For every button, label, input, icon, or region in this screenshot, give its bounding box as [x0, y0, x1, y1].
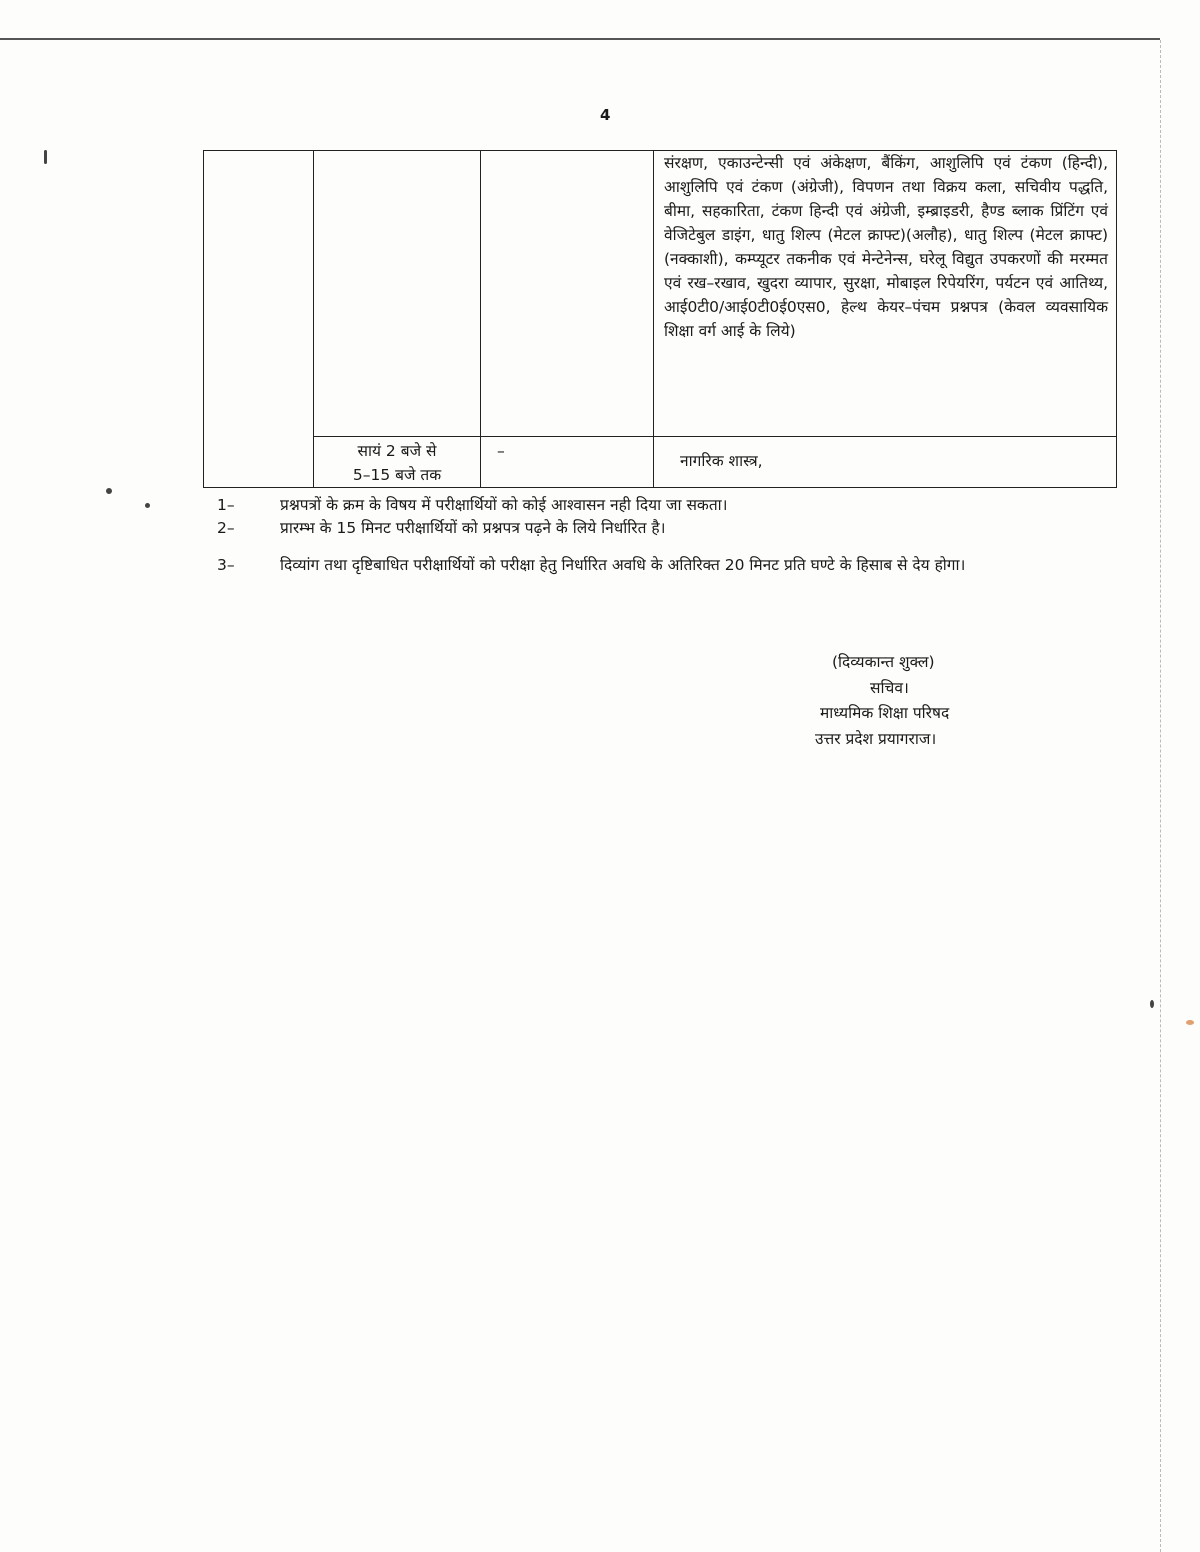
subjects-cell: संरक्षण, एकाउन्टेन्सी एवं अंकेक्षण, बैंकिंग, आशुलिपि एवं टंकण (हिन्दी), आशुलिपि एवं टंकण (अंग्रेजी), विपणन तथा विक्रय कला, सचिवीय पद्धति, बीमा, सहकारिता, टंकण हिन्दी एवं अंग्रेजी, इम्ब्राइडरी, हैण्ड ब्लाक प्रिंटिंग एवं वेजिटेबुल डाइंग, धातु शिल्प (मेटल क्राफ्ट)(अलौह), धातु शिल्प (मेटल क्राफ्ट)(नक्काशी), कम्प्यूटर तकनीक एवं मेन्टेनेन्स, घरेलू विद्युत उपकरणों की मरम्मत एवं रख–रखाव, खुदरा व्यापार, सुरक्षा, मोबाइल रिपेयरिंग, पर्यटन एवं आतिथ्य, आई0टी0/आई0टी0ई0एस0, हेल्थ केयर–पंचम प्रश्नपत्र (केवल व्यवसायिक शिक्षा वर्ग आई के लिये)	[654, 151, 1117, 437]
scan-speck	[44, 150, 47, 164]
signatory-name: (दिव्यकान्त शुक्ल)	[832, 653, 935, 671]
scan-edge-top	[0, 38, 1160, 40]
note-number: 3–	[217, 556, 235, 574]
signatory-office: माध्यमिक शिक्षा परिषद	[820, 704, 950, 722]
note-text: दिव्यांग तथा दृष्टिबाधित परीक्षार्थियों को परीक्षा हेतु निर्धारित अवधि के अतिरिक्त 20 मिनट प्रति घण्टे के हिसाब से देय होगा।	[280, 556, 966, 574]
civics-cell: नागरिक शास्त्र,	[654, 437, 1117, 488]
time-end: 5–15 बजे तक	[352, 466, 442, 484]
note-number: 1–	[217, 496, 235, 514]
time-start: सायं 2 बजे से	[357, 442, 437, 460]
scan-edge-right	[1160, 40, 1161, 1552]
scan-speck	[106, 488, 112, 494]
scan-speck	[1150, 1000, 1154, 1008]
note-text: प्रारम्भ के 15 मिनट परीक्षार्थियों को प्रश्नपत्र पढ़ने के लिये निर्धारित है।	[280, 519, 666, 537]
page-number: 4	[600, 106, 611, 124]
time-cell	[314, 437, 481, 488]
date-cell	[204, 151, 314, 488]
notes-list	[217, 494, 1017, 577]
list-item	[217, 554, 1017, 577]
table-row	[204, 151, 1117, 437]
note-text: प्रश्नपत्रों के क्रम के विषय में परीक्षार्थियों को कोई आश्वासन नही दिया जा सकता।	[280, 496, 728, 514]
signatory-designation: सचिव।	[870, 678, 909, 697]
exam-schedule-table	[203, 150, 1117, 488]
scan-speck	[1186, 1020, 1194, 1025]
signatory-location: उत्तर प्रदेश प्रयागराज।	[815, 729, 937, 748]
scan-speck	[145, 503, 150, 508]
list-item	[217, 494, 1017, 517]
paper-cell-empty	[481, 151, 654, 437]
dash-cell: –	[481, 437, 654, 488]
time-cell-empty	[314, 151, 481, 437]
note-number: 2–	[217, 519, 235, 537]
table-row	[204, 437, 1117, 488]
signature-block	[815, 650, 949, 752]
list-item	[217, 517, 1017, 540]
